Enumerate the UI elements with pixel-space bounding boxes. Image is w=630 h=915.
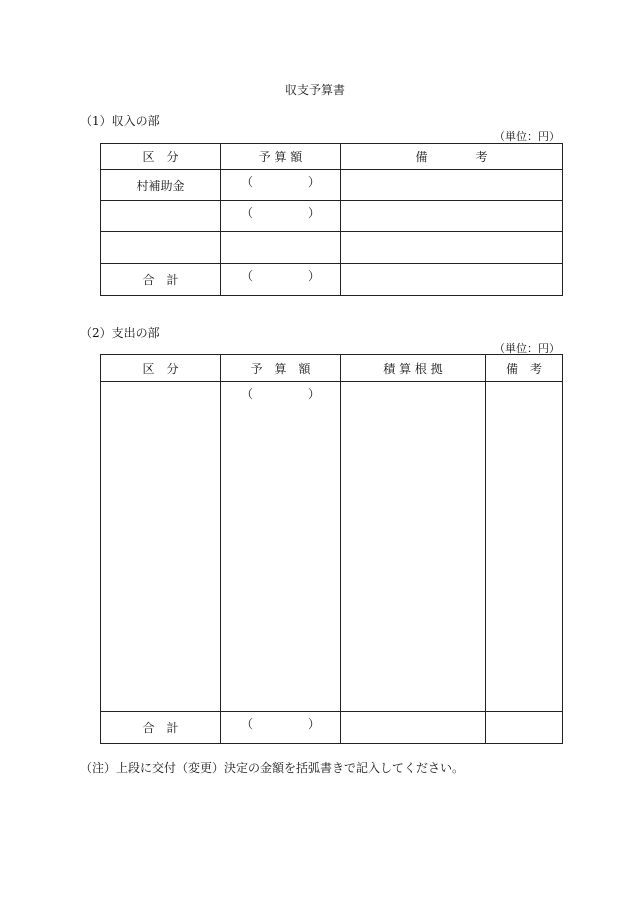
budget-parentheses [241,715,320,729]
income-row-remarks-cell[interactable] [341,170,563,201]
income-unit-label: （単位：円） [494,130,560,143]
income-total-budget-cell[interactable] [221,264,341,296]
income-row [101,201,563,232]
income-row-budget-cell[interactable] [221,201,341,232]
income-row-category: 村補助金 [101,170,221,201]
income-row-budget-cell[interactable] [221,232,341,264]
paren-close: ） [307,206,320,220]
expense-table [100,354,563,744]
expense-header-row [101,355,563,382]
paren-close: ） [307,387,320,401]
budget-parentheses [241,267,320,281]
expense-total-row [101,712,563,744]
income-row-category[interactable] [101,232,221,264]
budget-parentheses [241,385,320,399]
paren-open: （ [241,717,254,731]
income-total-label: 合 計 [101,264,221,296]
income-section-heading: （1）収入の部 [80,114,160,128]
paren-close: ） [307,717,320,731]
expense-total-budget-cell[interactable] [221,712,341,744]
expense-budget-cell[interactable] [221,382,341,712]
expense-body-row [101,382,563,712]
paren-open: （ [241,387,254,401]
paren-open: （ [241,269,254,283]
expense-unit-label: （単位：円） [494,342,560,355]
paren-close: ） [307,269,320,283]
expense-header-budget: 予 算 額 [221,355,341,382]
income-row [101,232,563,264]
expense-section-heading: （2）支出の部 [80,326,160,340]
budget-parentheses [241,204,320,218]
income-row [101,170,563,201]
income-row-category[interactable] [101,201,221,232]
income-header-category: 区 分 [101,144,221,170]
footnote: （注）上段に交付（変更）決定の金額を括弧書きで記入してください。 [80,761,465,775]
income-header-budget: 予 算 額 [221,144,341,170]
expense-basis-cell[interactable] [341,382,486,712]
budget-parentheses [241,173,320,187]
expense-header-basis: 積 算 根 拠 [341,355,486,382]
expense-header-remarks: 備 考 [486,355,563,382]
expense-remarks-cell[interactable] [486,382,563,712]
expense-total-remarks-cell[interactable] [486,712,563,744]
expense-total-label: 合 計 [101,712,221,744]
income-total-row [101,264,563,296]
expense-category-cell[interactable] [101,382,221,712]
income-total-remarks-cell[interactable] [341,264,563,296]
page-title: 収支予算書 [284,83,345,97]
paren-open: （ [241,175,254,189]
paren-close: ） [307,175,320,189]
income-header-row [101,144,563,170]
income-row-remarks-cell[interactable] [341,201,563,232]
income-row-remarks-cell[interactable] [341,232,563,264]
income-header-remarks: 備 考 [341,144,563,170]
paren-open: （ [241,206,254,220]
income-table [100,143,563,296]
expense-total-basis-cell[interactable] [341,712,486,744]
income-row-budget-cell[interactable] [221,170,341,201]
expense-header-category: 区 分 [101,355,221,382]
